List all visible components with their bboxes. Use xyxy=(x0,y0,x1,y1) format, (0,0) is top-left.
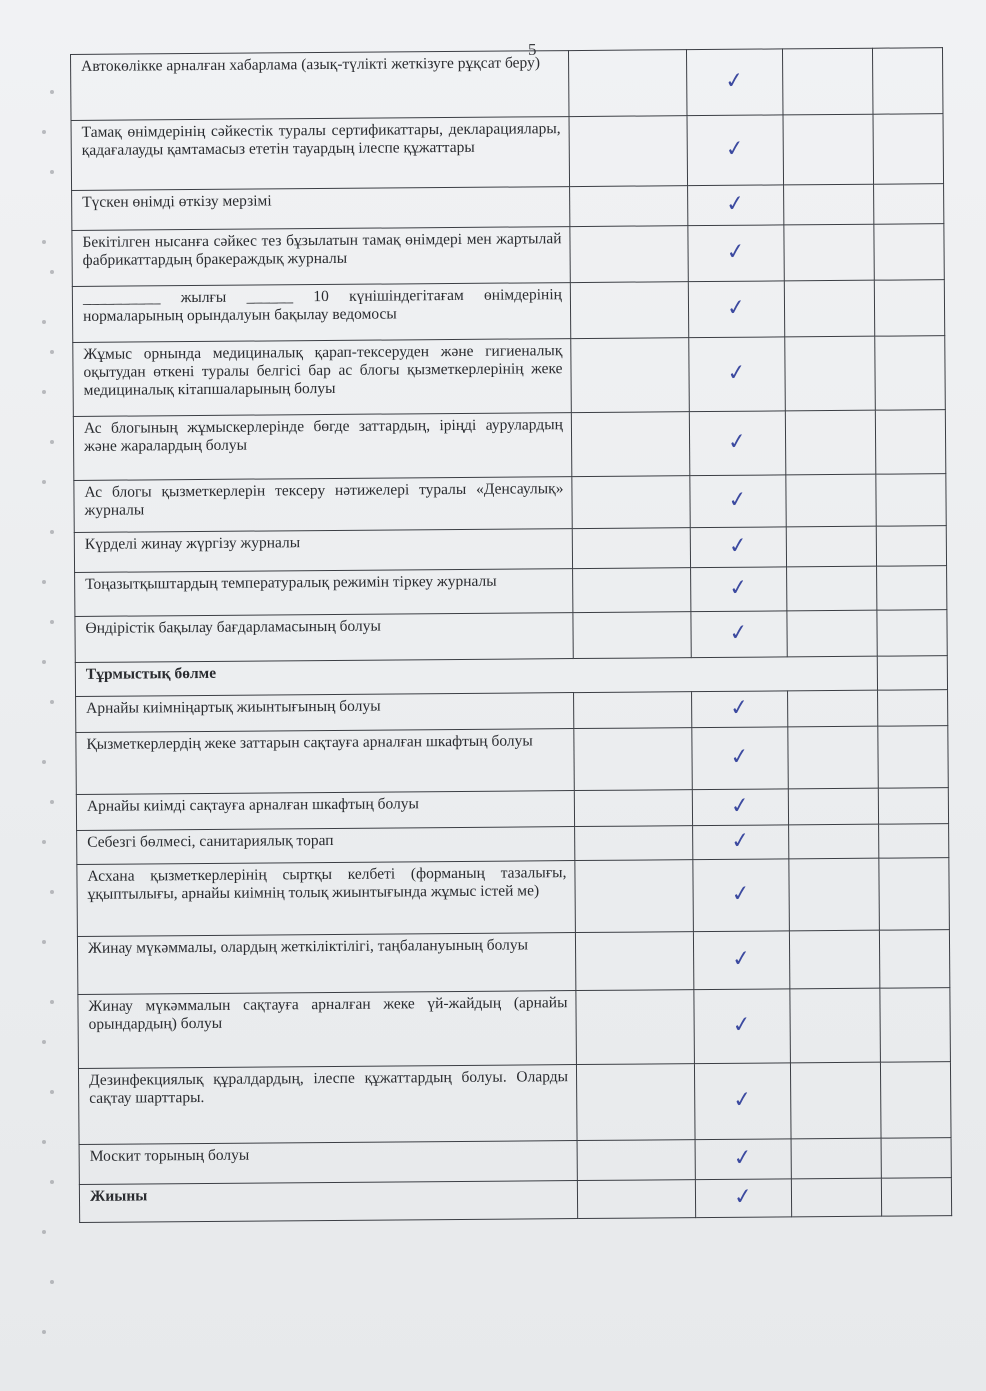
binding-hole xyxy=(50,350,54,354)
mark-cell xyxy=(693,931,789,990)
blank-cell xyxy=(878,726,948,789)
blank-cell xyxy=(790,988,881,1063)
binding-hole xyxy=(42,580,46,584)
blank-cell xyxy=(575,826,693,861)
criterion-text: Қызметкерлердің жеке заттарын сақтауға арналған шкафтың болуы xyxy=(76,729,574,795)
criterion-text: Тамақ өнімдерінің сәйкестік туралы сертификаттары, декларациялары, қадағалауды қамтамасыз ететін тауардың ілеспе құжаттары xyxy=(71,117,570,191)
mark-cell xyxy=(695,1139,791,1180)
blank-cell xyxy=(872,48,943,115)
binding-hole xyxy=(50,440,54,444)
check-mark-icon: ✓ xyxy=(731,945,753,973)
blank-cell xyxy=(572,476,690,529)
mark-cell xyxy=(694,989,791,1064)
blank-cell xyxy=(783,114,874,185)
binding-hole xyxy=(42,1140,46,1144)
mark-cell xyxy=(691,567,787,612)
blank-cell xyxy=(878,690,948,727)
mark-cell xyxy=(690,527,786,568)
binding-hole xyxy=(42,240,46,244)
blank-cell xyxy=(790,1062,881,1139)
blank-cell xyxy=(570,282,688,339)
blank-cell xyxy=(874,184,944,225)
check-mark-icon: ✓ xyxy=(724,135,746,163)
mark-cell xyxy=(688,225,784,282)
check-mark-icon: ✓ xyxy=(726,428,749,456)
total-label: Жиыны xyxy=(79,1181,577,1223)
checklist-table-wrapper xyxy=(70,47,951,1223)
criterion-text: __________ жылғы ______ 10 күнішіндегітағам өнімдерінің нормаларының орындалуын бақылау ведомосы xyxy=(72,283,570,343)
blank-cell xyxy=(874,280,944,337)
check-mark-icon: ✓ xyxy=(728,574,750,602)
table-row xyxy=(77,930,949,995)
blank-cell xyxy=(881,1138,951,1179)
check-mark-icon: ✓ xyxy=(730,880,752,908)
blank-cell xyxy=(573,568,691,613)
binding-hole xyxy=(42,390,46,394)
binding-hole xyxy=(50,1090,54,1094)
blank-cell xyxy=(572,528,690,569)
blank-cell xyxy=(574,790,692,827)
binding-hole xyxy=(50,1180,54,1184)
mark-cell xyxy=(693,859,790,932)
blank-cell xyxy=(877,610,947,657)
blank-cell xyxy=(876,474,946,527)
binding-hole xyxy=(50,800,54,804)
blank-cell xyxy=(575,860,694,933)
criterion-text: Асхана қызметкерлерінің сыртқы келбеті (форманың тазалығы, ұқыптылығы, арнайы киімнің толық жиынтығында жұмыс істей ме) xyxy=(77,861,576,937)
blank-cell xyxy=(569,116,688,187)
blank-cell xyxy=(784,184,874,225)
blank-cell xyxy=(788,726,878,789)
check-mark-icon: ✓ xyxy=(726,359,748,387)
binding-hole xyxy=(42,760,46,764)
check-mark-icon: ✓ xyxy=(731,1011,753,1039)
criterion-text: Түскен өнімді өткізу мерзімі xyxy=(72,187,570,231)
blank-cell xyxy=(785,336,876,411)
blank-cell xyxy=(575,932,693,991)
blank-cell xyxy=(785,410,875,475)
check-mark-icon: ✓ xyxy=(729,694,751,722)
mark-cell xyxy=(692,789,788,826)
binding-hole xyxy=(50,700,54,704)
mark-cell xyxy=(688,185,784,226)
binding-hole xyxy=(50,530,54,534)
check-mark-icon: ✓ xyxy=(725,294,748,322)
blank-cell xyxy=(875,410,946,475)
blank-cell xyxy=(574,728,692,791)
blank-cell xyxy=(877,656,947,691)
mark-cell xyxy=(694,1063,791,1140)
blank-cell xyxy=(576,990,695,1065)
check-mark-icon: ✓ xyxy=(725,238,747,266)
binding-hole xyxy=(42,1040,46,1044)
blank-cell xyxy=(880,1062,951,1139)
total-row xyxy=(79,1178,951,1223)
table-row xyxy=(72,184,944,231)
binding-hole xyxy=(42,940,46,944)
binding-hole xyxy=(50,270,54,274)
check-mark-icon: ✓ xyxy=(732,1144,754,1172)
blank-cell xyxy=(880,988,951,1063)
binding-hole xyxy=(42,840,46,844)
blank-cell xyxy=(789,858,880,931)
criterion-text: Жұмыс орнында медициналық қарап-тексеруден және гигиеналық оқытудан өткені туралы белгісі бар ас блогы қызметкерлерінің жеке медициналық кітапшаларының болуы xyxy=(73,339,572,417)
binding-hole xyxy=(50,170,54,174)
page-number: 5 xyxy=(528,40,537,59)
check-mark-icon: ✓ xyxy=(732,1086,754,1114)
check-mark-icon: ✓ xyxy=(728,619,750,647)
check-mark-icon: ✓ xyxy=(730,827,752,855)
criterion-text: Күрделі жинау жүргізу журналы xyxy=(74,529,572,573)
binding-hole xyxy=(42,320,46,324)
criterion-text: Бекітілген нысанға сәйкес тез бұзылатын тамақ өнімдері мен жартылай фабрикаттардың бракераждық журналы xyxy=(72,227,570,287)
mark-cell xyxy=(689,337,786,412)
blank-cell xyxy=(570,226,688,283)
blank-cell xyxy=(576,1064,695,1141)
criterion-text: Ас блогының жұмыскерлерінде бөгде заттардың, іріңді аурулардың және жаралардың болуы xyxy=(73,413,571,481)
binding-hole xyxy=(50,90,54,94)
binding-hole xyxy=(50,1000,54,1004)
section-title: Тұрмыстық бөлме xyxy=(75,656,877,696)
blank-cell xyxy=(574,692,692,729)
blank-cell xyxy=(577,1140,695,1181)
blank-cell xyxy=(571,338,690,413)
blank-cell xyxy=(791,1138,881,1179)
table-row xyxy=(73,410,945,481)
table-row xyxy=(72,224,944,287)
mark-cell xyxy=(692,691,788,728)
criterion-text: Арнайы киімді сақтауға арналған шкафтың болуы xyxy=(76,791,574,831)
check-mark-icon: ✓ xyxy=(727,486,749,514)
blank-cell xyxy=(786,474,876,527)
criterion-text: Себезгі бөлмесі, санитариялық торап xyxy=(77,827,575,865)
blank-cell xyxy=(879,824,949,859)
blank-cell xyxy=(577,1180,695,1219)
table-row xyxy=(76,726,948,795)
table-row xyxy=(78,1062,951,1145)
blank-cell xyxy=(784,280,874,337)
blank-cell xyxy=(788,788,878,825)
blank-cell xyxy=(874,224,944,281)
table-row xyxy=(77,858,950,937)
table-row xyxy=(78,988,951,1069)
mark-cell xyxy=(691,611,787,658)
table-row xyxy=(79,1138,951,1185)
binding-hole xyxy=(50,1280,54,1284)
criterion-text: Өндірістік бақылау бағдарламасының болуы xyxy=(75,613,573,663)
blank-cell xyxy=(875,336,946,411)
mark-cell xyxy=(690,475,786,528)
blank-cell xyxy=(789,824,879,859)
criterion-text: Тоңазытқыштардың температуралық режимін тіркеу журналы xyxy=(75,569,573,617)
blank-cell xyxy=(573,612,691,659)
mark-cell xyxy=(692,727,788,790)
blank-cell xyxy=(877,566,947,611)
table-row xyxy=(74,526,946,573)
check-mark-icon: ✓ xyxy=(724,67,746,95)
blank-cell xyxy=(784,224,874,281)
blank-cell xyxy=(788,690,878,727)
check-mark-icon: ✓ xyxy=(732,1183,755,1211)
blank-cell xyxy=(787,610,877,657)
blank-cell xyxy=(782,48,873,115)
binding-hole xyxy=(42,480,46,484)
binding-holes xyxy=(28,60,68,1390)
binding-hole xyxy=(42,130,46,134)
binding-hole xyxy=(42,660,46,664)
criterion-text: Жинау мүкәммалы, олардың жеткіліктілігі, таңбалануының болуы xyxy=(77,933,575,995)
check-mark-icon: ✓ xyxy=(729,743,751,771)
blank-cell xyxy=(789,930,879,989)
binding-hole xyxy=(50,620,54,624)
mark-cell xyxy=(693,825,789,860)
binding-hole xyxy=(42,1230,46,1234)
blank-cell xyxy=(879,930,949,989)
checklist-table xyxy=(70,47,952,1223)
blank-cell xyxy=(791,1178,881,1217)
blank-cell xyxy=(571,412,689,477)
criterion-text: Дезинфекциялық құралдардың, ілеспе құжаттардың болуы. Оларды сақтау шарттары. xyxy=(78,1065,577,1145)
check-mark-icon: ✓ xyxy=(729,792,751,820)
criterion-text: Ас блогы қызметкерлерін тексеру нәтижелері туралы «Денсаулық» журналы xyxy=(74,477,572,533)
criterion-text: Москит торының болуы xyxy=(79,1141,577,1185)
blank-cell xyxy=(786,526,876,567)
blank-cell xyxy=(878,788,948,825)
criterion-text: Автокөлікке арналған хабарлама (азық-түлікті жеткізуге рұқсат беру) xyxy=(71,51,570,121)
table-row xyxy=(73,336,946,417)
binding-hole xyxy=(42,1330,46,1334)
table-row xyxy=(72,280,944,343)
table-row xyxy=(71,114,944,191)
table-row xyxy=(75,566,947,617)
mark-cell xyxy=(687,115,784,186)
table-row xyxy=(74,474,946,533)
criterion-text: Арнайы киімніңартық жиынтығының болуы xyxy=(76,693,574,733)
blank-cell xyxy=(568,50,687,117)
mark-cell xyxy=(688,281,784,338)
blank-cell xyxy=(879,858,950,931)
blank-cell xyxy=(787,566,877,611)
blank-cell xyxy=(881,1178,951,1217)
table-row xyxy=(75,610,947,663)
binding-hole xyxy=(50,890,54,894)
mark-cell xyxy=(695,1179,791,1218)
blank-cell xyxy=(570,186,688,227)
check-mark-icon: ✓ xyxy=(725,190,747,218)
mark-cell xyxy=(689,411,785,476)
criterion-text: Жинау мүкәммалын сақтауға арналған жеке үй-жайдың (арнайы орындардың) болуы xyxy=(78,991,577,1069)
blank-cell xyxy=(873,114,944,185)
mark-cell xyxy=(686,49,783,116)
blank-cell xyxy=(876,526,946,567)
check-mark-icon: ✓ xyxy=(727,532,749,560)
table-row xyxy=(71,48,943,121)
